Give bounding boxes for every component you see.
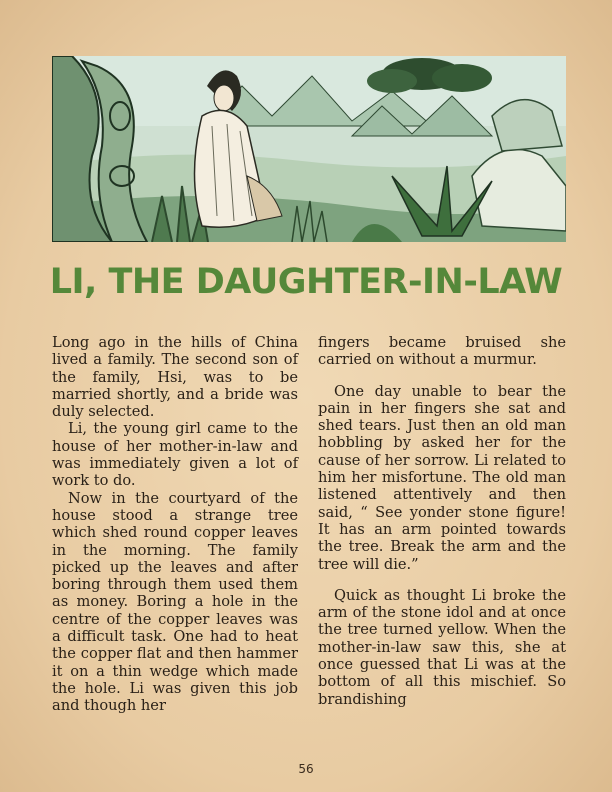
page-number: 56 (298, 762, 314, 776)
illustration-art (52, 56, 566, 242)
paragraph: Long ago in the hills of China lived a family. The second son of the family, Hsi, was to be married shortly, and a bride was duly selected. (52, 334, 298, 421)
paragraph: Quick as thought Li broke the arm of the stone idol and at once the tree turned yellow. When the mother-in-law saw this, she at once guessed that Li was at the bottom of all this mischief. So brandishing (318, 586, 566, 708)
story-title: LI, THE DAUGHTER-IN-LAW (49, 262, 563, 302)
right-column (318, 334, 566, 708)
story-illustration (52, 56, 566, 242)
paragraph: Li, the young girl came to the house of her mother-in-law and was immediately given a lot of work to do. (52, 420, 298, 490)
paragraph: Now in the courtyard of the house stood a strange tree which shed round copper leaves in the morning. The family picked up the leaves and after boring through them used them as money. Boring a hole in the centre of the copper leaves was a difficult task. One had to heat the copper flat and then hammer it on a thin wedge which made the hole. Li was given this job and though her (52, 489, 298, 715)
paragraph: fingers became bruised she carried on without a murmur. (318, 334, 566, 369)
paragraph: One day unable to bear the pain in her fingers she sat and shed tears. Just then an old man hobbling by asked her for the cause of her sorrow. Li related to him her misfortune. The old man listened attentively and then said, “ See yonder stone figure! It has an arm pointed towards the tree. Break the arm and the tree will die.” (318, 382, 566, 573)
left-column (52, 334, 298, 715)
